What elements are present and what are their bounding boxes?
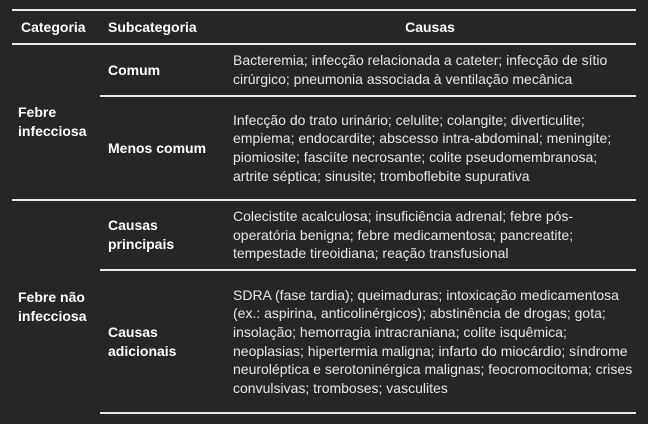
- subcategory-less-common: Menos comum: [108, 139, 207, 156]
- causes-less-common: Infecção do trato urinário; celulite; colangite; diverticulite; empiema; endocardite; abscesso intra-abdominal; meningite; piomiosite; fasciíte necrosante; colite pseudomembranosa; artrite séptica; sinusite; tromboflebite supurativa: [233, 111, 612, 184]
- subcategory-main-causes: Causas principais: [108, 217, 175, 252]
- subcategory-common: Comum: [108, 61, 161, 78]
- causes-main: Colecistite acalculosa; insuficiência adrenal; febre pós-operatória benigna; febre medicamentosa; pancreatite; tempestade tireoidiana; reação transfusional: [233, 208, 574, 262]
- causes-common: Bacteremia; infecção relacionada a cateter; infecção de sítio cirúrgico; pneumonia associada à ventilação mecânica: [233, 52, 608, 87]
- category-infectious-fever: Febre infecciosa: [18, 104, 87, 139]
- header-causes: Causas: [405, 18, 455, 35]
- category-noninfectious-fever: Febre não infecciosa: [18, 288, 87, 324]
- header-category: Categoria: [21, 18, 86, 35]
- table-bottom-border: [100, 412, 636, 414]
- subcategory-additional-causes: Causas adicionais: [108, 323, 177, 359]
- causes-additional: SDRA (fase tardia); queimaduras; intoxicação medicamentosa (ex.: aspirina, anticolinérgicos); abstinência de drogas; gota; insolação; hemorragia intracraniana; colite isquêmica; neoplasias; hipertermia maligna; infarto do miocárdio; síndrome neuroléptica e serotoninérgica malignas; feocromocitoma; crises convulsivas; tromboses; vasculites: [233, 286, 633, 396]
- header-subcategory: Subcategoria: [108, 18, 197, 35]
